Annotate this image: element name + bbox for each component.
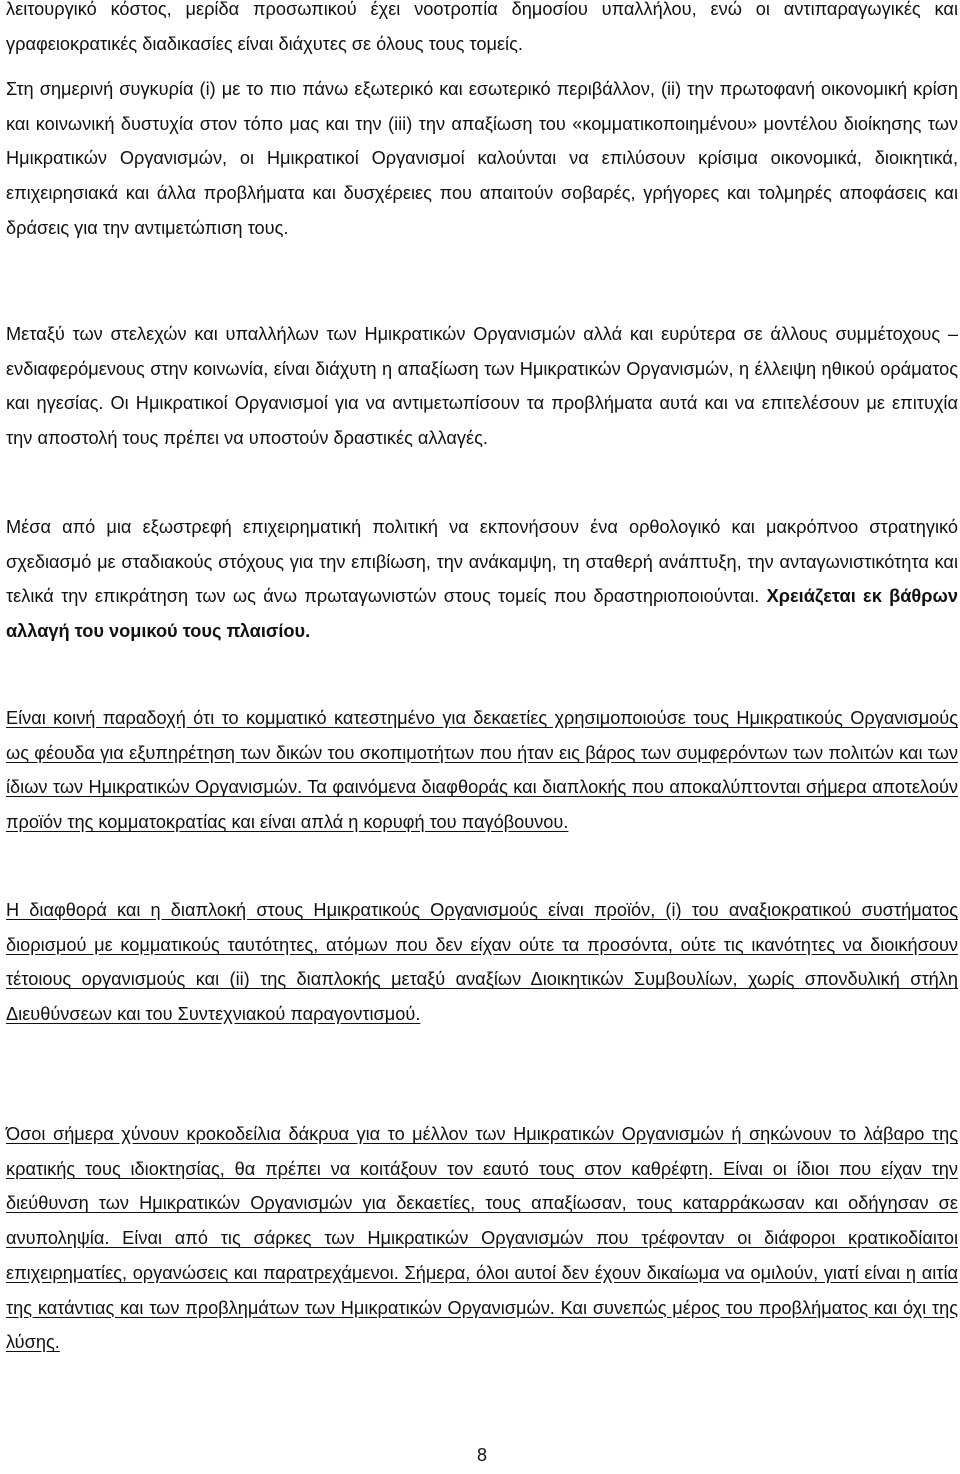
- page-number: 8: [476, 1445, 487, 1465]
- paragraph-current-circumstances: Στη σημερινή συγκυρία (i) με το πιο πάνω εξωτερικό και εσωτερικό περιβάλλον, (ii) την πρωτοφανή οικονομική κρίση και κοινωνική δυστυχία στον τόπο μας και την (iii) την απαξίωση του «κομματικοποιημένου» μοντέλου διοίκησης των Ημικρατικών Οργανισμών, οι Ημικρατικοί Οργανισμοί καλούνται να επιλύσουν κρίσιμα οικονομικά, διοικητικά, επιχειρησιακά και άλλα προβλήματα και δυσχέρειες που απαιτούν σοβαρές, γρήγορες και τολμηρές αποφάσεις και δράσεις για την αντιμετώπιση τους.: [6, 79, 958, 238]
- paragraph-continuation: λειτουργικό κόστος, μερίδα προσωπικού έχει νοοτροπία δημοσίου υπαλλήλου, ενώ οι αντιπαραγωγικές και γραφειοκρατικές διαδικασίες είναι διάχυτες σε όλους τους τομείς.: [6, 0, 958, 54]
- paragraph-strategy-bold-text: Χρειάζεται εκ βάθρων αλλαγή του νομικού τους πλαισίου.: [6, 586, 958, 642]
- paragraph-strategy: [6, 510, 958, 649]
- paragraph-strategy-text: Μέσα από μια εξωστρεφή επιχειρηματική πολιτική να εκπονήσουν ένα ορθολογικό και μακρόπνοο στρατηγικό σχεδιασμό με σταδιακούς στόχους για την επιβίωση, την ανάκαμψη, τη σταθερή ανάπτυξη, την ανταγωνιστικότητα και τελικά την επικράτηση των ως άνω πρωταγωνιστών στους τομείς που δραστηριοποιούνται.: [6, 517, 958, 607]
- paragraph-devaluation: Μεταξύ των στελεχών και υπαλλήλων των Ημικρατικών Οργανισμών αλλά και ευρύτερα σε άλλους συμμέτοχους – ενδιαφερόμενους στην κοινωνία, είναι διάχυτη η απαξίωση των Ημικρατικών Οργανισμών, η έλλειψη ηθικού οράματος και ηγεσίας. Οι Ημικρατικοί Οργανισμοί για να αντιμετωπίσουν τα προβλήματα αυτά και να επιτελέσουν με επιτυχία την αποστολή τους πρέπει να υποστούν δραστικές αλλαγές.: [6, 324, 958, 449]
- paragraph-corruption: Η διαφθορά και η διαπλοκή στους Ημικρατικούς Οργανισμούς είναι προϊόν, (i) του αναξιοκρατικού συστήματος διορισμού με κομματικούς ταυτότητες, ατόμων που δεν είχαν ούτε τα προσόντα, ούτε τις ικανότητες να διοικήσουν τέτοιους οργανισμούς και (ii) της διαπλοκής μεταξύ αναξίων Διοικητικών Συμβουλίων, χωρίς σπονδυλική στήλη Διευθύνσεων και του Συντεχνιακού παραγοντισμού.: [6, 900, 958, 1025]
- paragraph-party-establishment: Είναι κοινή παραδοχή ότι το κομματικό κατεστημένο για δεκαετίες χρησιμοποιούσε τους Ημικρατικούς Οργανισμούς ως φέουδα για εξυπηρέτηση των δικών του σκοπιμοτήτων που ήταν εις βάρος των συμφερόντων των πολιτών και των ίδιων των Ημικρατικών Οργανισμών. Τα φαινόμενα διαφθοράς και διαπλοκής που αποκαλύπτονται σήμερα αποτελούν προϊόν της κομματοκρατίας και είναι απλά η κορυφή του παγόβουνου.: [6, 708, 958, 833]
- document-page: [6, 0, 958, 1474]
- paragraph-crocodile-tears: Όσοι σήμερα χύνουν κροκοδείλια δάκρυα για το μέλλον των Ημικρατικών Οργανισμών ή σηκώνουν το λάβαρο της κρατικής τους ιδιοκτησίας, θα πρέπει να κοιτάξουν τον εαυτό τους στον καθρέφτη. Είναι οι ίδιοι που είχαν την διεύθυνση των Ημικρατικών Οργανισμών για δεκαετίες, τους απαξίωσαν, τους καταρράκωσαν και οδήγησαν σε ανυποληψία. Είναι από τις σάρκες των Ημικρατικών Οργανισμών που τρέφονταν οι διάφοροι κρατικοδίαιτοι επιχειρηματίες, οργανώσεις και παρατρεχάμενοι. Σήμερα, όλοι αυτοί δεν έχουν δικαίωμα να ομιλούν, γιατί είναι η αιτία της κατάντιας και των προβλημάτων των Ημικρατικών Οργανισμών. Και συνεπώς μέρος του προβλήματος και όχι της λύσης.: [6, 1124, 958, 1353]
